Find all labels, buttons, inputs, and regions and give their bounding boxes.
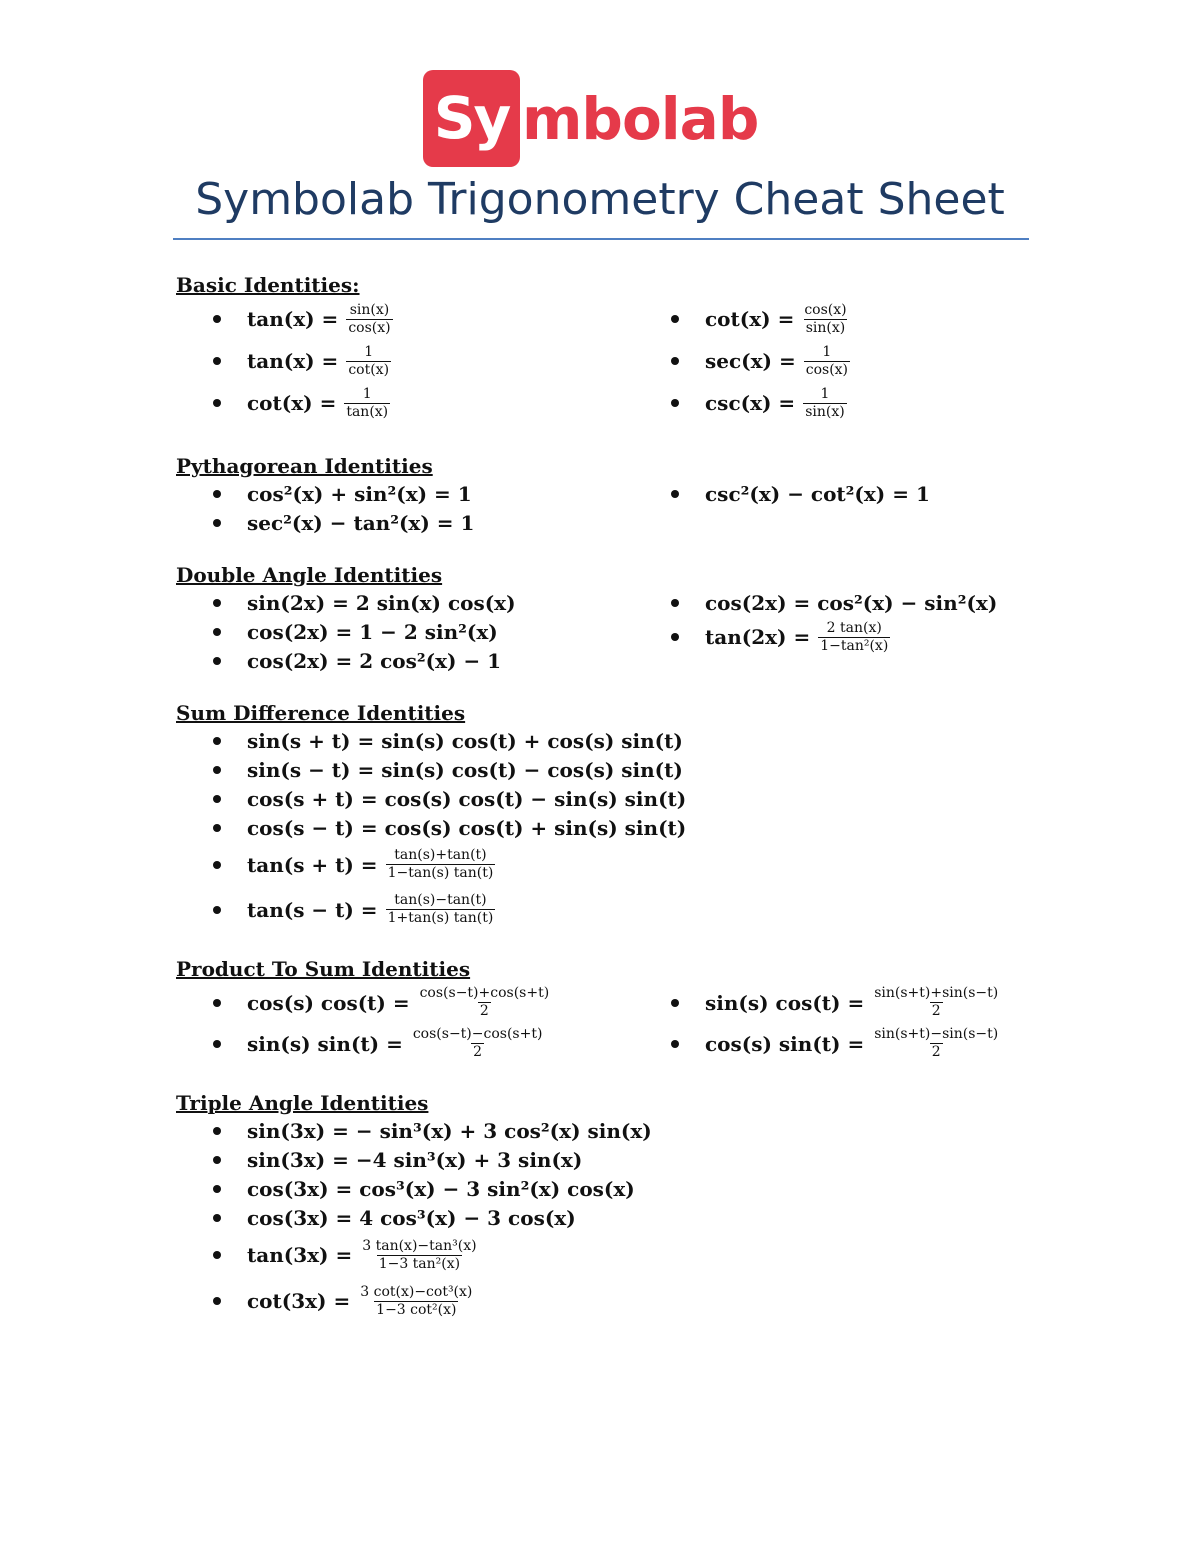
fraction-denominator: 1−3 cot²(x) [376, 1301, 457, 1318]
double-right-column [634, 588, 1054, 675]
bullet-icon [213, 766, 221, 774]
fraction [386, 847, 496, 882]
identity-text: sin(2x) = 2 sin(x) cos(x) [247, 590, 516, 615]
bullet-icon [671, 315, 679, 323]
fraction-denominator: sin(x) [805, 319, 846, 336]
bullet-icon [671, 1040, 679, 1048]
fraction-numerator: 1 [364, 343, 374, 360]
identity-item [634, 588, 1054, 617]
fraction [418, 985, 552, 1020]
identity-item [176, 588, 634, 617]
logo-wordmark: mbolab [522, 84, 759, 153]
identity-item [176, 1116, 1056, 1145]
bullet-icon [671, 999, 679, 1007]
identity-lhs: cot(x) = [705, 307, 795, 331]
fraction-denominator: cos(x) [348, 319, 391, 336]
bullet-icon [671, 490, 679, 498]
product-left-column [176, 982, 634, 1064]
section-heading: Sum Difference Identities [176, 701, 466, 725]
section-basic-identities [176, 272, 1056, 424]
section-triple-angle-identities [176, 1090, 1056, 1324]
identity-text: sec²(x) − tan²(x) = 1 [247, 510, 475, 535]
identity-item [634, 617, 1054, 657]
section-sum-difference-identities [176, 700, 1056, 932]
identity-lhs: sec(x) = [705, 349, 796, 373]
section-pythagorean-identities [176, 453, 1056, 537]
bullet-icon [213, 490, 221, 498]
bullet-icon [213, 599, 221, 607]
bullet-icon [213, 906, 221, 914]
triple-column [176, 1116, 1056, 1324]
bullet-icon [213, 628, 221, 636]
bullet-icon [213, 1297, 221, 1305]
fraction-denominator: 2 [931, 1044, 941, 1060]
bullet-icon [213, 1156, 221, 1164]
product-right-column [634, 982, 1054, 1064]
section-heading: Double Angle Identities [176, 563, 443, 587]
bullet-icon [671, 599, 679, 607]
bullet-icon [213, 519, 221, 527]
identity-lhs: tan(s − t) = [247, 897, 378, 922]
identity-lhs: tan(x) = [247, 307, 339, 331]
identity-text: cos(s − t) = cos(s) cos(t) + sin(s) sin(t) [247, 815, 687, 840]
identity-lhs: cot(3x) = [247, 1289, 351, 1313]
fraction-numerator: sin(s+t)−sin(s−t) [874, 1026, 999, 1042]
fraction-denominator: 2 [473, 1044, 483, 1060]
bullet-icon [671, 357, 679, 365]
fraction-numerator: 3 cot(x)−cot³(x) [360, 1283, 473, 1300]
identity-item [634, 340, 1054, 382]
identity-item [634, 298, 1054, 340]
section-heading: Pythagorean Identities [176, 454, 433, 478]
identity-item [176, 1145, 1056, 1174]
identity-item [634, 479, 1054, 508]
fraction-denominator: tan(x) [346, 403, 389, 420]
identity-item [176, 813, 1056, 842]
identity-text: cos(s + t) = cos(s) cos(t) − sin(s) sin(t) [247, 786, 687, 811]
bullet-icon [213, 1251, 221, 1259]
pythagorean-left-column [176, 479, 634, 537]
identity-text: sin(s + t) = sin(s) cos(t) + cos(s) sin(t) [247, 728, 683, 753]
fraction-denominator: 1+tan(s) tan(t) [387, 910, 494, 926]
pythagorean-right-column [634, 479, 1054, 537]
bullet-icon [213, 1185, 221, 1193]
fraction-denominator: 1−3 tan²(x) [378, 1255, 461, 1272]
fraction-numerator: cos(s−t)−cos(s+t) [412, 1026, 543, 1042]
fraction [818, 620, 890, 655]
bullet-icon [671, 633, 679, 641]
fraction-denominator: cos(x) [805, 361, 849, 378]
identity-text: sin(s − t) = sin(s) cos(t) − cos(s) sin(t) [247, 757, 683, 782]
bullet-icon [213, 357, 221, 365]
fraction [358, 1284, 474, 1319]
identity-text: cos(2x) = 2 cos²(x) − 1 [247, 648, 502, 673]
page-title: Symbolab Trigonometry Cheat Sheet [195, 174, 1005, 225]
identity-item [176, 298, 634, 340]
identity-item [176, 1278, 1056, 1324]
fraction-numerator: 1 [822, 343, 832, 360]
fraction [802, 302, 848, 337]
bullet-icon [213, 1214, 221, 1222]
title-divider [173, 238, 1029, 240]
double-left-column [176, 588, 634, 675]
identity-item [176, 1232, 1056, 1278]
fraction-numerator: sin(x) [349, 301, 390, 318]
fraction [360, 1238, 478, 1273]
identity-text: sin(3x) = − sin³(x) + 3 cos²(x) sin(x) [247, 1118, 652, 1143]
identity-text: cos²(x) + sin²(x) = 1 [247, 481, 472, 506]
identity-text: cos(3x) = cos³(x) − 3 sin²(x) cos(x) [247, 1176, 635, 1201]
symbolab-logo [423, 70, 758, 167]
identity-lhs: sin(s) sin(t) = [247, 1031, 403, 1056]
identity-item [176, 1023, 634, 1064]
identity-lhs: tan(x) = [247, 349, 339, 373]
fraction-denominator: 2 [479, 1003, 489, 1019]
identity-item [634, 982, 1054, 1023]
identity-item [176, 479, 634, 508]
fraction-numerator: 1 [820, 385, 830, 402]
section-heading: Product To Sum Identities [176, 957, 471, 981]
identity-lhs: tan(3x) = [247, 1243, 353, 1267]
basic-left-column [176, 298, 634, 424]
identity-text: csc²(x) − cot²(x) = 1 [705, 481, 930, 506]
identity-item [176, 842, 1056, 887]
fraction [872, 985, 1000, 1020]
logo-box: Sy [423, 70, 520, 167]
identity-lhs: tan(2x) = [705, 625, 811, 649]
identity-item [176, 382, 634, 424]
fraction-denominator: 1−tan(s) tan(t) [387, 865, 494, 881]
section-heading: Basic Identities: [176, 273, 360, 297]
identity-item [176, 755, 1056, 784]
identity-text: cos(3x) = 4 cos³(x) − 3 cos(x) [247, 1205, 576, 1230]
identity-lhs: sin(s) cos(t) = [705, 990, 865, 1015]
identity-item [176, 887, 1056, 932]
fraction-numerator: tan(s)−tan(t) [394, 892, 487, 908]
fraction-numerator: 3 tan(x)−tan³(x) [362, 1237, 477, 1254]
bullet-icon [671, 399, 679, 407]
identity-item [634, 382, 1054, 424]
fraction-denominator: cot(x) [348, 361, 390, 378]
identity-item [176, 646, 634, 675]
bullet-icon [213, 737, 221, 745]
identity-item [176, 1174, 1056, 1203]
section-double-angle-identities [176, 562, 1056, 675]
identity-item [176, 982, 634, 1023]
identity-lhs: cot(x) = [247, 391, 337, 415]
fraction-denominator: 2 [931, 1003, 941, 1019]
fraction [346, 302, 392, 337]
bullet-icon [213, 399, 221, 407]
fraction [411, 1026, 545, 1061]
bullet-icon [213, 1040, 221, 1048]
identity-item [176, 340, 634, 382]
fraction-numerator: sin(s+t)+sin(s−t) [874, 985, 999, 1001]
identity-text: sin(3x) = −4 sin³(x) + 3 sin(x) [247, 1147, 583, 1172]
basic-right-column [634, 298, 1054, 424]
identity-lhs: cos(s) sin(t) = [705, 1031, 865, 1056]
sumdiff-column [176, 726, 1056, 932]
identity-item [176, 1203, 1056, 1232]
bullet-icon [213, 657, 221, 665]
bullet-icon [213, 824, 221, 832]
bullet-icon [213, 999, 221, 1007]
bullet-icon [213, 795, 221, 803]
fraction [346, 344, 391, 379]
fraction-numerator: cos(x) [804, 301, 847, 318]
fraction [386, 892, 496, 927]
fraction-numerator: 1 [362, 385, 372, 402]
fraction [804, 344, 850, 379]
bullet-icon [213, 1127, 221, 1135]
identity-lhs: tan(s + t) = [247, 852, 378, 877]
fraction-numerator: 2 tan(x) [826, 619, 882, 636]
section-product-to-sum-identities [176, 956, 1056, 1064]
fraction-denominator: 1−tan²(x) [820, 637, 889, 654]
identity-text: cos(2x) = cos²(x) − sin²(x) [705, 590, 998, 615]
bullet-icon [213, 315, 221, 323]
fraction-denominator: sin(x) [805, 403, 845, 420]
identity-item [176, 726, 1056, 755]
identity-item [176, 784, 1056, 813]
identity-lhs: csc(x) = [705, 391, 796, 415]
bullet-icon [213, 861, 221, 869]
identity-item [176, 508, 634, 537]
fraction [344, 386, 390, 421]
identity-text: cos(2x) = 1 − 2 sin²(x) [247, 619, 498, 644]
fraction [872, 1026, 1000, 1061]
identity-item [634, 1023, 1054, 1064]
section-heading: Triple Angle Identities [176, 1091, 429, 1115]
identity-item [176, 617, 634, 646]
fraction-numerator: tan(s)+tan(t) [394, 847, 487, 863]
identity-lhs: cos(s) cos(t) = [247, 990, 410, 1015]
fraction [803, 386, 847, 421]
fraction-numerator: cos(s−t)+cos(s+t) [419, 985, 550, 1001]
